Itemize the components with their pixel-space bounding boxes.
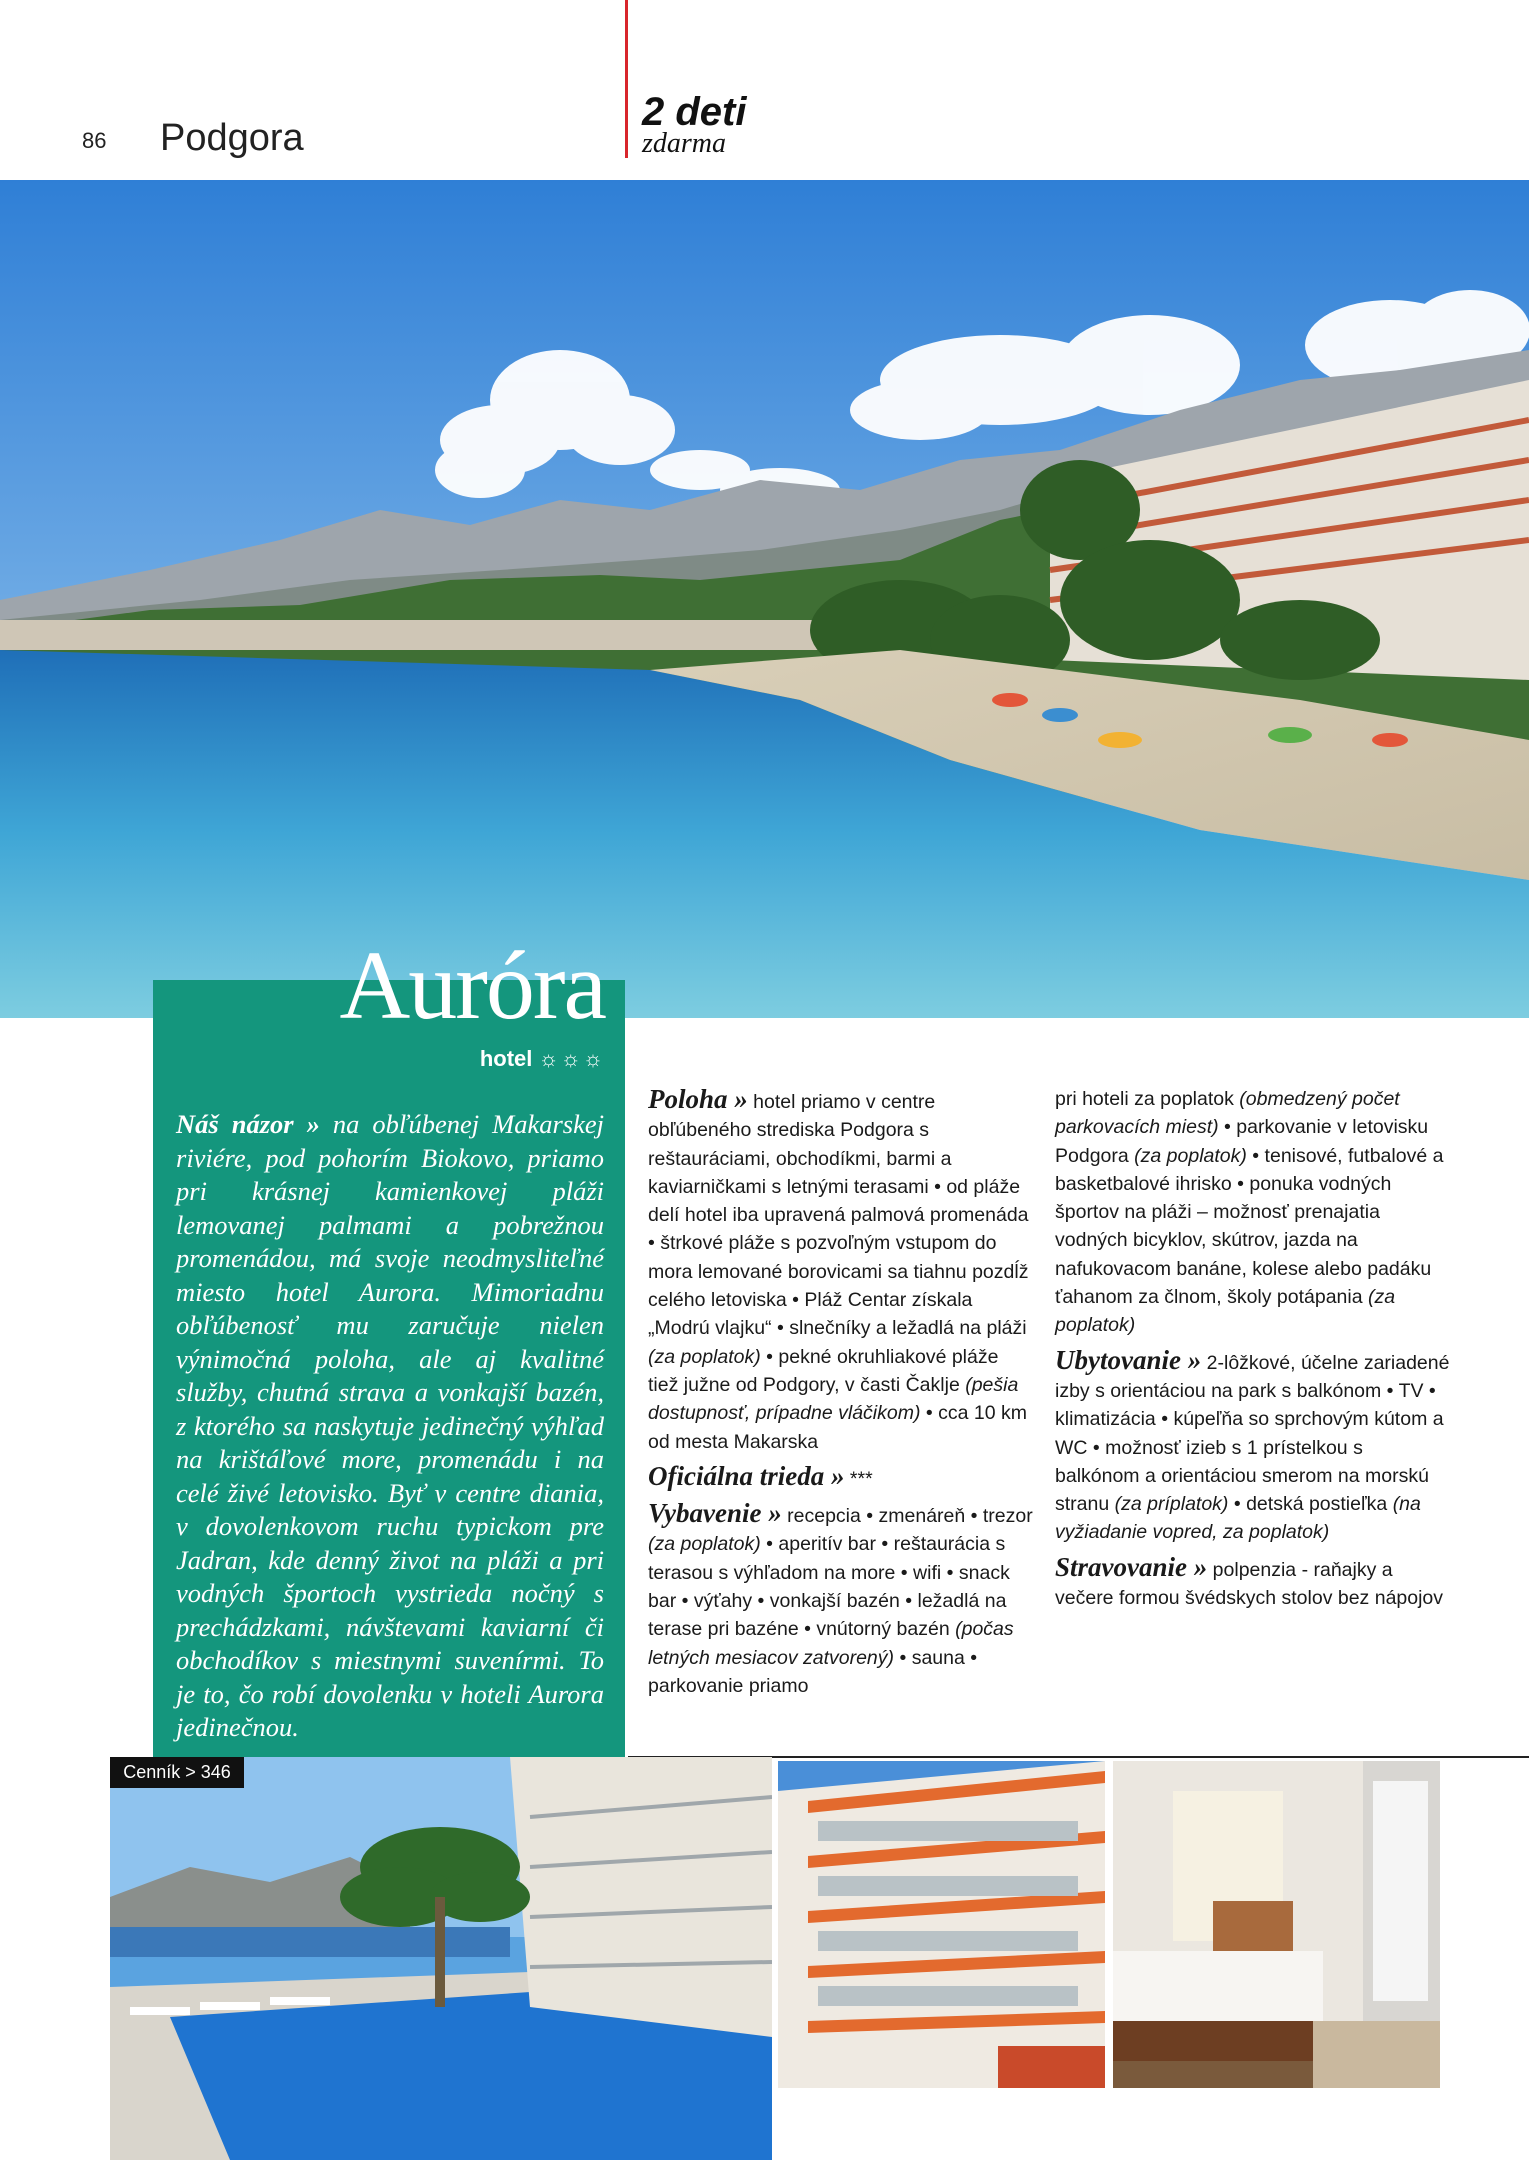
vybavenie-note: (za poplatok) [1134, 1144, 1247, 1167]
poloha-text: • cca 10 km od mesta Makarska [648, 1402, 1027, 1453]
vybavenie-note: (počas letných mesiacov zatvorený) [648, 1618, 1014, 1669]
ubytovanie-note: (za príplatok) [1114, 1493, 1229, 1516]
vybavenie-note: (za poplatok) [1055, 1286, 1396, 1337]
info-column-right [1055, 1085, 1450, 1618]
trieda-title: Oficiálna trieda » [648, 1460, 845, 1491]
sun-rating-icon: ☼☼☼ [538, 1046, 605, 1071]
vybavenie-text: • parkovanie v letovisku Podgora [1055, 1116, 1429, 1167]
kids-free-badge: 2 deti [642, 90, 747, 134]
hotel-type [153, 1046, 605, 1072]
pool-photo [110, 1757, 772, 2160]
vybavenie-title: Vybavenie » [648, 1498, 782, 1529]
poloha-note: (za poplatok) [648, 1345, 761, 1368]
hotel-name: Auróra [339, 932, 605, 1040]
page-number: 86 [82, 128, 107, 153]
ubytovanie-title: Ubytovanie » [1055, 1344, 1202, 1375]
section-trieda [648, 1462, 1033, 1493]
vybavenie-text: recepcia • zmenáreň • trezor [781, 1505, 1033, 1528]
opinion-text [176, 1108, 604, 1745]
section-poloha [648, 1085, 1033, 1456]
ubytovanie-note: (na vyžiadanie vopred, za poplatok) [1055, 1493, 1421, 1544]
section-ubytovanie [1055, 1346, 1450, 1547]
header-divider [625, 0, 628, 158]
trieda-value: *** [844, 1467, 873, 1490]
hotel-room-photo [1113, 1761, 1440, 2088]
ubytovanie-text: 2-lôžkové, účelne zariadené izby s orientáciou na park s balkónom • TV • klimatizácia • kúpeľňa so sprchovým kútom a WC • možnosť izieb s 1 prístelkou s balkónom a orientáciou smerom na morskú stranu [1055, 1351, 1450, 1516]
kids-free-subtitle: zdarma [642, 128, 727, 159]
vybavenie-note: (obmedzený počet parkovacích miest) [1055, 1088, 1400, 1139]
location-title: Podgora [160, 117, 304, 159]
vybavenie-text: pri hoteli za poplatok [1055, 1088, 1240, 1110]
vybavenie-text: • tenisové, futbalové a basketbalové ihrisko • ponuka vodných športov na pláži – možnosť prenajatia vodných bicyklov, skútrov, jazda na nafukovacom banáne, kolese alebo padáku ťahanom za člnom, školy potápania [1055, 1144, 1444, 1309]
poloha-title: Poloha » [648, 1084, 748, 1114]
opinion-title: Náš názor » [176, 1109, 320, 1139]
opinion-body: na obľúbenej Makarskej riviére, pod pohorím Biokovo, priamo pri krásnej kamienkovej pláži lemovanej palmami a pobrežnou promenádou, má svoje neodmysliteľné miesto hotel Aurora. Mimoriadnu obľúbenosť mu zaručuje nielen výnimočná poloha, ale aj kvalitné služby, chutná strava a vonkajší bazén, z ktorého sa naskytuje jedinečný výhľad na krištáľové more, promenádu i na celé živé letovisko. Byť v centre diania, v dovolenkovom ruchu typickom pre Jadran, kde denný život na pláži a pri vodných športoch vystrieda nočný s prechádzkami, návštevami kaviarní či obchodíkov s miestnymi suvenírmi. To je to, čo robí dovolenku v hoteli Aurora jedinečnou. [176, 1109, 604, 1742]
hotel-type-label: hotel [479, 1046, 533, 1071]
section-vybavenie [648, 1499, 1033, 1700]
poloha-text: • pekné okruhliakové pláže tiež južne od Podgory, v časti Čaklje [648, 1345, 999, 1396]
poloha-text: hotel priamo v centre obľúbeného strediska Podgora s reštauráciami, obchodíkmi, barmi a kaviarničkami s letnými terasami • od pláže delí hotel iba upravená palmová promenáda • štrkové pláže s pozvoľným vstupom do mora lemované borovicami sa tiahnu pozdĺž celého letoviska • Pláž Centar získala „Modrú vlajku“ • slnečníky a ležadlá na pláži [648, 1091, 1029, 1340]
poloha-note: (pešia dostupnosť, prípadne vláčikom) [648, 1373, 1019, 1425]
hotel-facade-photo [778, 1761, 1105, 2088]
vybavenie-text: • sauna • parkovanie priamo [648, 1646, 978, 1697]
price-list-link[interactable]: Cenník > 346 [110, 1757, 244, 1788]
info-column-middle [648, 1085, 1033, 1706]
ubytovanie-text: • detská postieľka [1228, 1493, 1393, 1516]
section-stravovanie [1055, 1553, 1450, 1613]
section-vybavenie-continued [1055, 1085, 1450, 1340]
vybavenie-note: (za poplatok) [648, 1533, 761, 1556]
hero-photo [0, 180, 1529, 1018]
stravovanie-text: polpenzia - raňajky a večere formou švédskych stolov bez nápojov [1055, 1558, 1444, 1610]
vybavenie-text: • aperitív bar • reštaurácia s terasou s výhľadom na more • wifi • snack bar • výťahy • vonkajší bazén • ležadlá na terase pri bazéne • vnútorný bazén [648, 1533, 1010, 1641]
stravovanie-title: Stravovanie » [1055, 1551, 1208, 1582]
